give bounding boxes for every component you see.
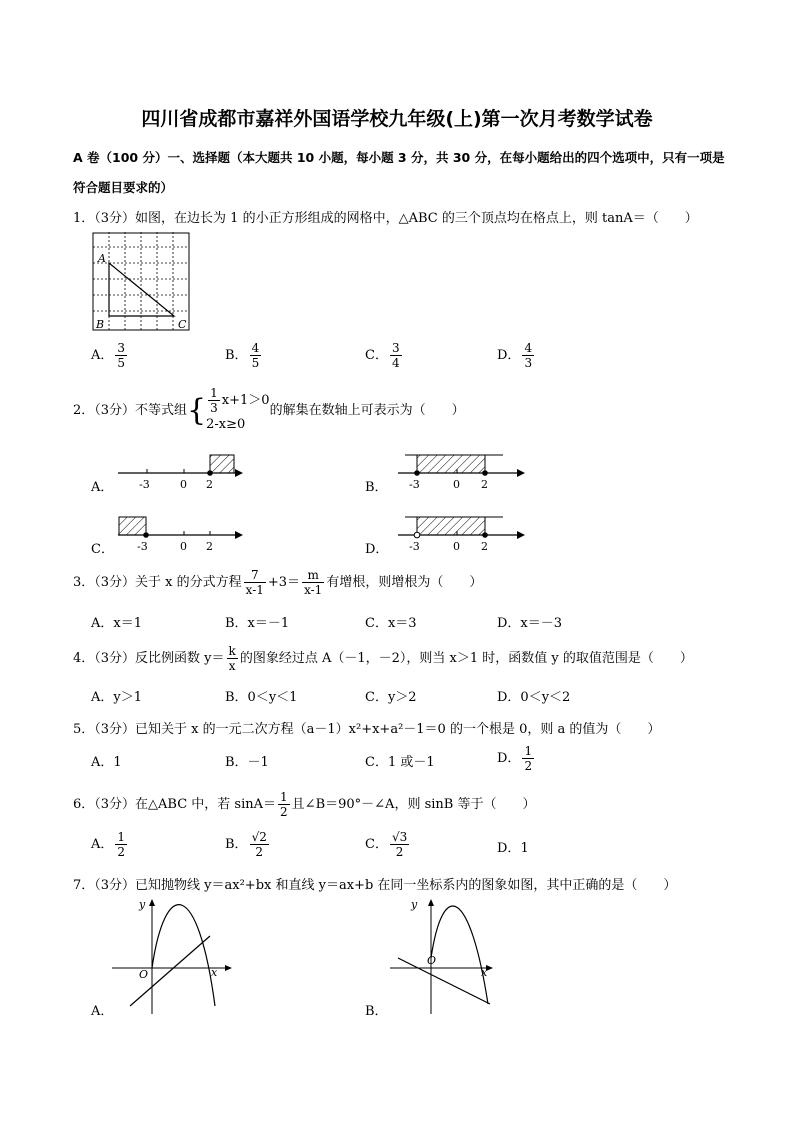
svg-text:0: 0 (180, 478, 187, 491)
q6-option-b[interactable]: B． $\frac{√2}{2}$ (225, 830, 267, 859)
page-title: 四川省成都市嘉祥外国语学校九年级(上)第一次月考数学试卷 (141, 108, 653, 130)
q3-option-d[interactable]: D．x＝－3 (497, 616, 563, 631)
q2-numberline-b (395, 446, 530, 495)
q7-option-a-label[interactable]: A． (91, 1004, 114, 1019)
q5-stem: 5．（3分）已知关于 x 的一元二次方程（a－1）x²+x+a²－1＝0 的一个根是 0，则 a 的值为（ ） (73, 722, 661, 737)
q3-option-b[interactable]: B．x＝－1 (225, 616, 290, 631)
svg-text:0: 0 (453, 478, 460, 491)
q7-graph-a (110, 896, 235, 1016)
svg-text:2: 2 (481, 478, 488, 491)
svg-text:x: x (211, 966, 218, 979)
q1-option-a[interactable]: A． $\frac{3}{5}$ (91, 341, 126, 370)
q1-label-b: B (96, 318, 105, 331)
q5-option-d[interactable]: D． $\frac{1}{2}$ (497, 744, 533, 773)
svg-text:-3: -3 (139, 478, 150, 491)
q2-numberline-c (115, 512, 245, 557)
section-header: A 卷（100 分）一、选择题（本大题共 10 小题，每小题 3 分，共 30 分，在每小题给出的四个选项中，只有一项是符合题目要求的） (73, 150, 725, 195)
q3-option-c[interactable]: C．x＝3 (365, 616, 417, 631)
q4-stem: 4．（3分）反比例函数 y＝ $\frac{k}{x}$ 的图象经过点 A（－1，－2），则当 x＞1 时，函数值 y 的取值范围是（ ） (73, 644, 693, 673)
q3-option-a[interactable]: A．x＝1 (91, 616, 142, 631)
q5-option-c[interactable]: C．1 或－1 (365, 755, 435, 770)
svg-text:y: y (411, 898, 418, 911)
q6-option-d[interactable]: D．1 (497, 841, 529, 856)
svg-text:O: O (427, 954, 437, 967)
svg-text:-3: -3 (409, 540, 420, 553)
svg-text:0: 0 (453, 540, 460, 553)
q4-option-b[interactable]: B．0＜y＜1 (225, 690, 298, 705)
svg-text:2: 2 (481, 540, 488, 553)
q3-stem: 3．（3分）关于 x 的分式方程 $\frac{7}{x-1}$ +3＝ $\frac{m}{x-1}$ 有增根，则增根为（ ） (73, 568, 483, 597)
svg-text:O: O (139, 968, 149, 981)
svg-text:2: 2 (206, 540, 213, 553)
q7-option-b-label[interactable]: B． (365, 1004, 388, 1019)
q1-label-a: A (98, 252, 106, 265)
q2-option-c-label[interactable]: C． (91, 542, 114, 557)
q2-stem: 2．（3分）不等式组{ $\frac{1}{3}$ x+1＞0 2-x≥0 的解集在数轴上可表示为（ ） (73, 386, 465, 432)
q2-numberline-d (395, 508, 530, 557)
q1-label-c: C (178, 318, 187, 331)
q4-option-d[interactable]: D．0＜y＜2 (497, 690, 571, 705)
q2-numberline-a (115, 450, 245, 495)
svg-text:y: y (139, 898, 146, 911)
q6-option-c[interactable]: C． $\frac{√3}{2}$ (365, 830, 408, 859)
q5-option-a[interactable]: A．1 (91, 755, 122, 770)
q5-option-b[interactable]: B．－1 (225, 755, 269, 770)
q1-option-c[interactable]: C． $\frac{3}{4}$ (365, 341, 400, 370)
q6-option-a[interactable]: A． $\frac{1}{2}$ (91, 830, 126, 859)
svg-text:0: 0 (180, 540, 187, 553)
q4-option-c[interactable]: C．y＞2 (365, 690, 417, 705)
q1-stem: 1．（3分）如图，在边长为 1 的小正方形组成的网格中，△ABC 的三个顶点均在格点上，则 tanA＝（ ） (73, 211, 698, 226)
q1-option-b[interactable]: B． $\frac{4}{5}$ (225, 341, 260, 370)
q4-option-a[interactable]: A．y＞1 (91, 690, 143, 705)
svg-text:-3: -3 (137, 540, 148, 553)
q2-option-b-label[interactable]: B． (365, 480, 388, 495)
q2-option-a-label[interactable]: A． (91, 480, 114, 495)
q6-stem: 6．（3分）在△ABC 中，若 sinA＝ $\frac{1}{2}$ 且∠B＝90°－∠A，则 sinB 等于（ ） (73, 790, 536, 819)
svg-text:x: x (481, 966, 488, 979)
q1-option-d[interactable]: D． $\frac{4}{3}$ (497, 341, 533, 370)
q7-graph-b (388, 896, 513, 1016)
q7-stem: 7．（3分）已知抛物线 y＝ax²+bx 和直线 y＝ax+b 在同一坐标系内的图象如图，其中正确的是（ ） (73, 878, 677, 893)
svg-text:-3: -3 (409, 478, 420, 491)
svg-text:2: 2 (206, 478, 213, 491)
q1-grid-figure (90, 232, 192, 334)
q2-option-d-label[interactable]: D． (365, 542, 389, 557)
